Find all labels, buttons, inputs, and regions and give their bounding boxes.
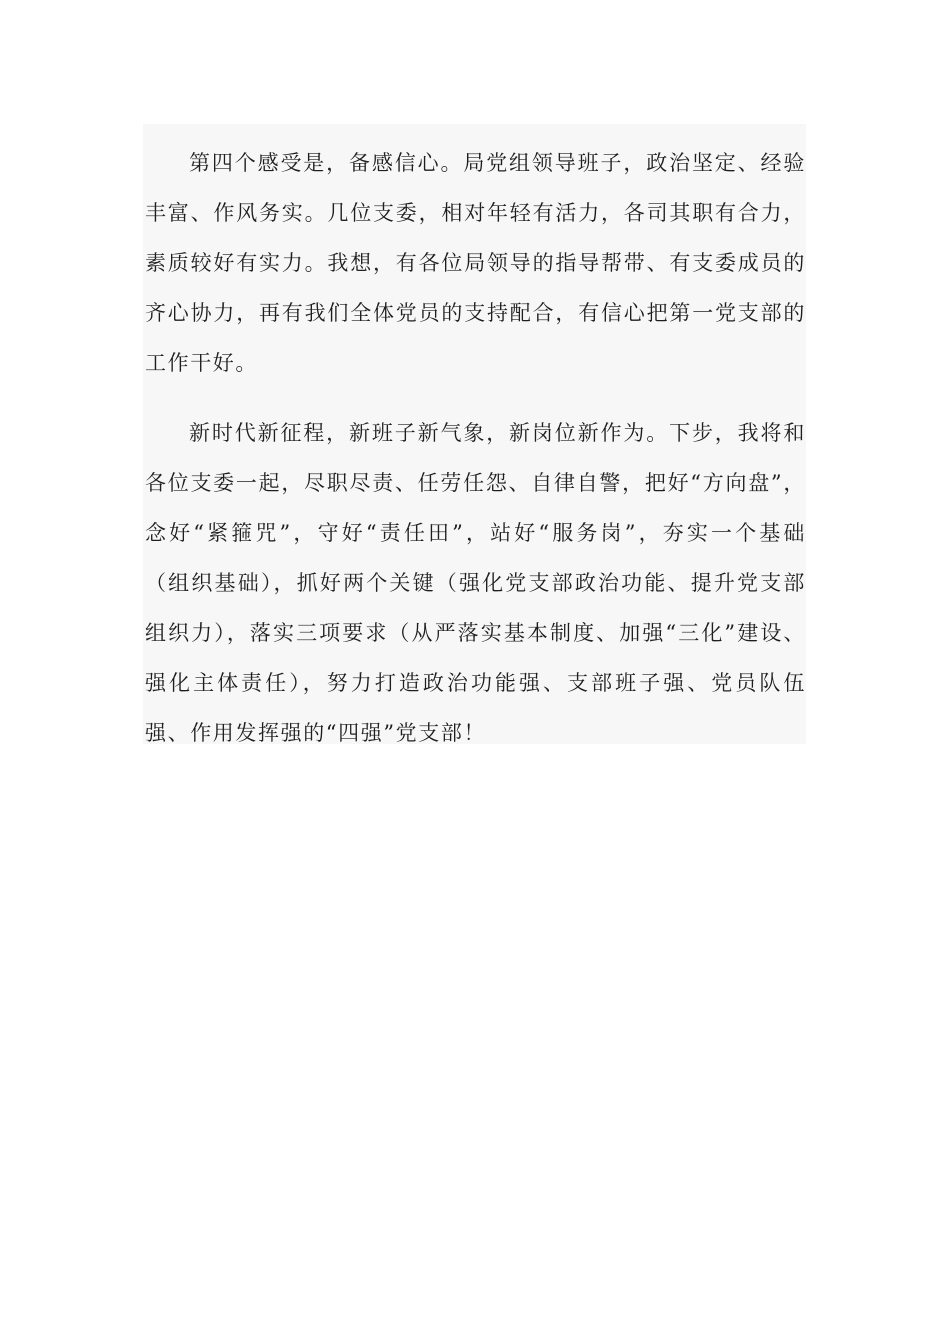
paragraph: 第四个感受是，备感信心。局党组领导班子，政治坚定、经验丰富、作风务实。几位支委，相对年轻有活力，各司其职有合力，素质较好有实力。我想，有各位局领导的指导帮带、有支委成员的齐心协力，再有我们全体党员的支持配合，有信心把第一党支部的工作干好。 xyxy=(145,151,806,375)
paragraph: 新时代新征程，新班子新气象，新岗位新作为。下步，我将和各位支委一起，尽职尽责、任劳任怨、自律自警，把好“方向盘”，念好“紧箍咒”，守好“责任田”，站好“服务岗”，夯实一个基础（组织基础），抓好两个关键（强化党支部政治功能、提升党支部组织力），落实三项要求（从严落实基本制度、加强“三化”建设、强化主体责任），努力打造政治功能强、支部班子强、党员队伍强、作用发挥强的“四强”党支部！ xyxy=(145,421,806,745)
text-block xyxy=(143,124,806,744)
